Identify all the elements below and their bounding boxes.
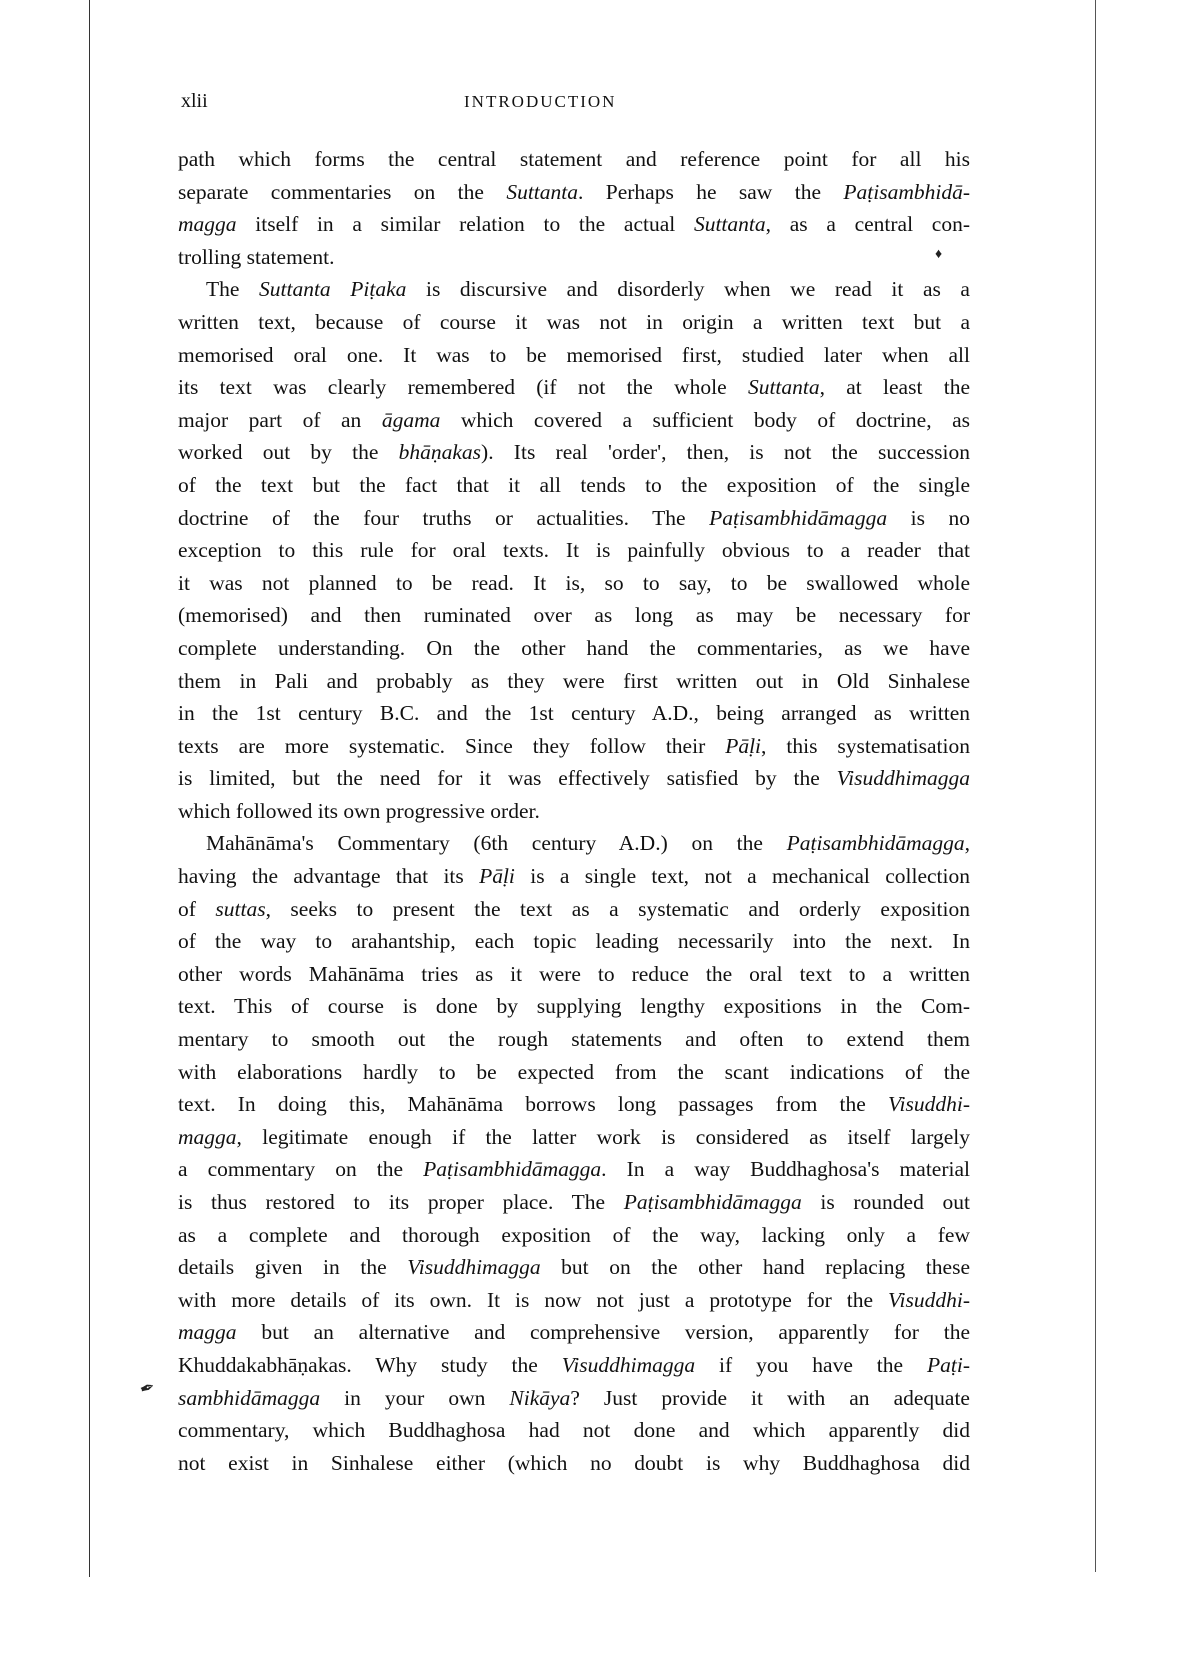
text-segment: memorised oral one. It was to be memorised first, studied later when all <box>178 342 970 367</box>
text-segment: worked out by the <box>178 440 399 465</box>
text-line <box>178 1056 970 1089</box>
text-segment: in the 1st century B.C. and the 1st century A.D., being arranged as written <box>178 701 970 726</box>
text-segment: is thus restored to its proper place. The <box>178 1190 624 1214</box>
text-line <box>178 1447 970 1480</box>
italic-term: suttas <box>215 896 266 921</box>
text-line <box>178 827 970 860</box>
italic-term: Visuddhimagga <box>407 1255 541 1280</box>
text-segment: text. This of course is done by supplying lengthy expositions in the Com- <box>178 994 970 1019</box>
text-line <box>178 599 970 632</box>
text-line <box>178 176 970 209</box>
text-segment: is discursive and disorderly when we read it as a <box>406 277 970 302</box>
text-segment: in your own <box>320 1385 510 1410</box>
text-segment: The <box>206 277 260 302</box>
text-segment: but an alternative and comprehensive version, apparently for the <box>236 1320 970 1345</box>
text-line <box>178 1414 970 1447</box>
text-segment: mentary to smooth out the rough statements and often to extend them <box>178 1027 970 1052</box>
text-segment: , this systematisation <box>761 733 970 758</box>
text-segment: as a complete and thorough exposition of the way, lacking only a few <box>178 1222 970 1247</box>
text-line <box>178 958 970 991</box>
text-segment: is a single text, not a mechanical collection <box>514 864 970 889</box>
italic-term: Visuddhi- <box>887 1287 970 1312</box>
text-segment: which followed its own progressive order. <box>178 798 540 823</box>
text-segment: is rounded out <box>801 1190 970 1214</box>
text-segment: , <box>964 831 970 856</box>
text-segment: them in Pali and probably as they were first written out in Old Sinhalese <box>178 668 970 693</box>
text-segment: , seeks to present the text as a systematic and orderly exposition <box>265 896 970 921</box>
text-segment: of the way to arahantship, each topic leading necessarily into the next. In <box>178 929 970 954</box>
text-line <box>178 273 970 306</box>
text-segment: with more details of its own. It is now not just a prototype for the <box>178 1287 888 1312</box>
italic-term: magga <box>178 212 237 237</box>
text-segment: but on the other hand replacing these <box>540 1255 970 1280</box>
italic-term: Pāḷi <box>725 733 762 758</box>
text-segment: , at least the <box>819 375 970 400</box>
text-line <box>178 795 970 828</box>
italic-term: Paṭi- <box>927 1352 970 1377</box>
text-segment: is no <box>887 505 971 530</box>
text-segment: path which forms the central statement and reference point for all his <box>178 147 970 171</box>
scan-border-right <box>1095 0 1096 1572</box>
text-line <box>178 371 970 404</box>
text-line <box>178 860 970 893</box>
text-segment: complete understanding. On the other hand the commentaries, as we have <box>178 635 970 660</box>
text-segment: not exist in Sinhalese either (which no doubt is why Buddhaghosa did <box>178 1450 970 1475</box>
text-line <box>178 1088 970 1121</box>
text-segment: of the text but the fact that it all tends to the exposition of the single <box>178 472 970 497</box>
text-segment: a commentary on the <box>178 1157 424 1182</box>
text-segment: , legitimate enough if the latter work is considered as itself largely <box>236 1124 970 1149</box>
page-header <box>181 90 971 120</box>
italic-term: Paṭisambhidāmagga <box>709 505 888 530</box>
text-segment: text. In doing this, Mahānāma borrows long passages from the <box>178 1092 888 1117</box>
italic-term: Paṭisambhidāmagga <box>786 831 965 856</box>
text-segment: exception to this rule for oral texts. It is painfully obvious to a reader that <box>178 538 970 563</box>
text-line <box>178 925 970 958</box>
text-line <box>178 1186 970 1219</box>
text-segment: texts are more systematic. Since they follow their <box>178 733 726 758</box>
text-segment: which covered a sufficient body of doctrine, as <box>440 407 970 432</box>
italic-term: Suttanta <box>747 375 820 400</box>
text-segment: separate commentaries on the <box>178 179 507 204</box>
italic-term: sambhidāmagga <box>178 1385 321 1410</box>
italic-term: Visuddhimagga <box>561 1352 696 1377</box>
italic-term: bhāṇakas <box>398 440 482 465</box>
italic-term: Paṭisambhidā- <box>843 179 970 204</box>
italic-term: Suttanta Piṭaka <box>259 277 407 302</box>
margin-pen-mark-icon: ✒ <box>136 1376 158 1401</box>
italic-term: Nikāya <box>509 1385 571 1410</box>
text-segment: doctrine of the four truths or actualities. The <box>178 505 710 530</box>
italic-term: Paṭisambhidāmagga <box>623 1190 802 1214</box>
italic-term: Suttanta <box>693 212 766 237</box>
text-line <box>178 404 970 437</box>
italic-term: magga <box>178 1320 237 1345</box>
text-segment: ? Just provide it with an adequate <box>570 1385 970 1410</box>
text-line <box>178 1153 970 1186</box>
text-line <box>178 143 970 176</box>
text-line <box>178 1251 970 1284</box>
text-line <box>178 241 970 274</box>
text-segment: with elaborations hardly to be expected from the scant indications of the <box>178 1059 970 1084</box>
text-segment: itself in a similar relation to the actual <box>236 212 694 237</box>
text-line <box>178 1349 970 1382</box>
text-segment: (memorised) and then ruminated over as long as may be necessary for <box>178 603 970 628</box>
text-segment: of <box>178 896 216 921</box>
page-number: xlii <box>181 90 208 112</box>
text-line <box>178 1284 970 1317</box>
body-text <box>178 143 970 1479</box>
text-segment: . In a way Buddhaghosa's material <box>601 1157 970 1182</box>
text-line <box>178 665 970 698</box>
italic-term: Paṭisambhidāmagga <box>423 1157 602 1182</box>
text-segment: written text, because of course it was not in origin a written text but a <box>178 309 970 334</box>
text-line <box>178 306 970 339</box>
scan-border-left <box>89 0 90 1577</box>
text-segment: details given in the <box>178 1255 408 1280</box>
text-segment: if you have the <box>695 1352 927 1377</box>
text-line <box>178 436 970 469</box>
italic-term: magga <box>178 1124 237 1149</box>
text-segment: , as a central con- <box>765 212 970 237</box>
text-segment: trolling statement. <box>178 244 335 269</box>
text-line <box>178 469 970 502</box>
text-line <box>178 502 970 535</box>
text-segment: . Perhaps he saw the <box>578 179 844 204</box>
text-segment: major part of an <box>178 407 382 432</box>
text-line <box>178 339 970 372</box>
italic-term: āgama <box>381 407 441 432</box>
text-line <box>178 1121 970 1154</box>
text-line <box>178 762 970 795</box>
text-segment: it was not planned to be read. It is, so to say, to be swallowed whole <box>178 570 970 595</box>
text-line <box>178 534 970 567</box>
text-line <box>178 1023 970 1056</box>
text-segment: its text was clearly remembered (if not the whole <box>178 375 748 400</box>
text-segment: ). Its real 'order', then, is not the succession <box>481 440 970 465</box>
text-line <box>178 990 970 1023</box>
text-segment: other words Mahānāma tries as it were to reduce the oral text to a written <box>178 961 970 986</box>
text-line <box>178 697 970 730</box>
text-segment: commentary, which Buddhaghosa had not done and which apparently did <box>178 1418 970 1443</box>
text-line <box>178 1316 970 1349</box>
text-line <box>178 1382 970 1415</box>
text-line <box>178 893 970 926</box>
text-line <box>178 567 970 600</box>
text-segment: Mahānāma's Commentary (6th century A.D.) on the <box>206 831 787 856</box>
italic-term: Visuddhi- <box>887 1092 970 1117</box>
text-segment: Khuddakabhāṇakas. Why study the <box>178 1352 562 1377</box>
text-line <box>178 730 970 763</box>
text-line <box>178 208 970 241</box>
running-title: INTRODUCTION <box>464 92 617 111</box>
text-segment: having the advantage that its <box>178 864 480 889</box>
text-segment: is limited, but the need for it was effectively satisfied by the <box>178 766 837 791</box>
text-line <box>178 1219 970 1252</box>
italic-term: Visuddhimagga <box>836 766 970 791</box>
italic-term: Pāḷi <box>479 864 515 889</box>
margin-star-mark: ♦ <box>935 247 943 262</box>
text-line <box>178 632 970 665</box>
italic-term: Suttanta <box>506 179 578 204</box>
